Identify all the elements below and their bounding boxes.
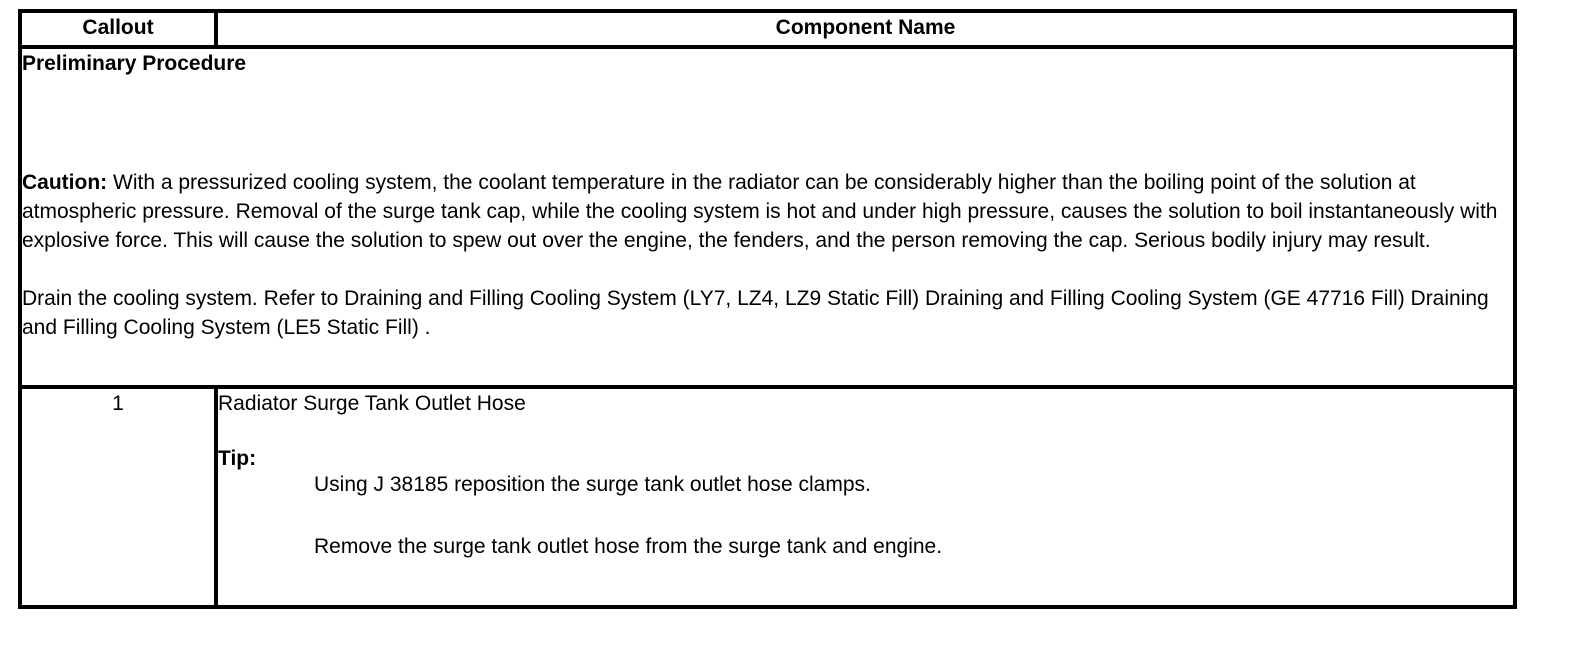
- tip-step: Remove the surge tank outlet hose from the surge tank and engine.: [314, 535, 943, 558]
- caution-text: With a pressurized cooling system, the coolant temperature in the radiator can be considerably higher than the boiling point of the solution at atmospheric pressure. Removal of the surge tank cap, while the cooling system is hot and under high pressure, causes the solution to boil instantaneously with explosive force. This will cause the solution to spew out over the engine, the fenders, and the person removing the cap. Serious bodily injury may result.: [22, 171, 1498, 252]
- preliminary-procedure-cell: [20, 47, 1515, 387]
- drain-instruction: Drain the cooling system. Refer to Draining and Filling Cooling System (LY7, LZ4, LZ9 Static Fill) Draining and Filling Cooling System (GE 47716 Fill) Draining and Filling Cooling System (LE5 Static Fill) .: [22, 287, 1489, 339]
- header-row: [20, 11, 1515, 47]
- caution-paragraph: [22, 168, 1513, 255]
- preliminary-row: [20, 47, 1515, 387]
- preliminary-procedure-title: Preliminary Procedure: [22, 52, 247, 75]
- callout-header: Callout: [20, 11, 216, 47]
- component-name: Radiator Surge Tank Outlet Hose: [218, 392, 526, 415]
- procedure-table: [18, 9, 1517, 609]
- callout-number: 1: [20, 387, 216, 607]
- tip-label: Tip:: [218, 447, 257, 470]
- component-cell: [216, 387, 1515, 607]
- tip-step: Using J 38185 reposition the surge tank outlet hose clamps.: [314, 473, 871, 496]
- caution-label: Caution:: [22, 171, 108, 194]
- table-row: [20, 387, 1515, 607]
- component-name-header: Component Name: [216, 11, 1515, 47]
